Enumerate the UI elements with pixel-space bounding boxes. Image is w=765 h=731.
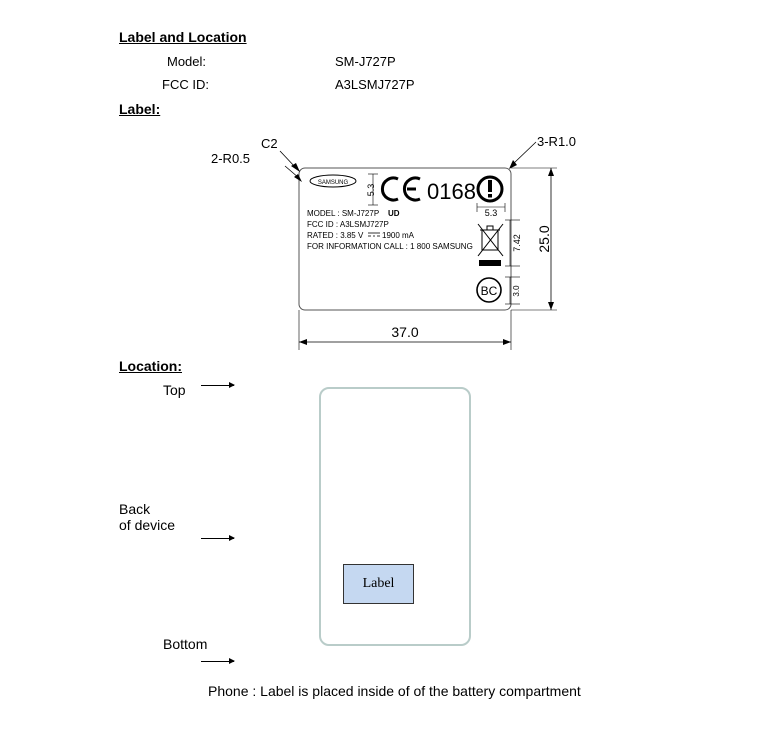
top-label: Top — [163, 382, 186, 398]
dim-30-text: 3.0 — [512, 285, 521, 297]
weee-bin-icon — [478, 224, 503, 256]
fcc-id-value: A3LSMJ727P — [335, 77, 415, 92]
dim-width-text: 37.0 — [391, 324, 419, 340]
label-rated-line: RATED : 3.85 V — [307, 231, 364, 240]
label-rated-current: 1900 mA — [382, 231, 415, 240]
r05-text: 2-R0.5 — [211, 151, 251, 166]
brand-text: SAMSUNG — [317, 180, 349, 186]
model-value: SM-J727P — [335, 54, 396, 69]
model-label: Model: — [167, 54, 207, 69]
section-title: Label and Location — [119, 29, 247, 45]
footer-note: Phone : Label is placed inside of of the battery compartment — [208, 683, 581, 699]
c2-text: C2 — [261, 136, 278, 151]
dim-height-text: 25.0 — [536, 225, 552, 253]
label-fcc-line: FCC ID : A3LSMJ727P — [307, 220, 389, 229]
label-position-box: Label — [343, 564, 414, 604]
device-back-outline — [319, 387, 471, 646]
dc-symbol-icon — [368, 233, 380, 236]
label-ud-text: UD — [388, 209, 400, 218]
label-drawing — [0, 0, 765, 360]
ce-number-text: 0168 — [427, 179, 476, 204]
bottom-arrow-icon — [201, 661, 234, 662]
location-heading: Location: — [119, 358, 182, 374]
back-label-line2: of device — [119, 517, 176, 533]
label-model-line: MODEL : SM-J727P — [307, 209, 380, 218]
r10-text: 3-R1.0 — [537, 134, 577, 149]
weee-bar — [479, 260, 501, 266]
top-arrow-icon — [201, 385, 234, 386]
bc-text: BC — [480, 284, 498, 298]
label-info-line: FOR INFORMATION CALL : 1 800 SAMSUNG — [307, 242, 473, 251]
alert-icon — [478, 177, 502, 201]
back-label-line1: Back — [119, 501, 151, 517]
dim-53-b-text: 5.3 — [484, 208, 498, 218]
back-arrow-icon — [201, 538, 234, 539]
dim-742-text: 7.42 — [512, 234, 522, 252]
bottom-label: Bottom — [163, 636, 208, 652]
ce-mark-icon — [382, 178, 420, 200]
fcc-id-label: FCC ID: — [162, 77, 209, 92]
r10-leader — [513, 142, 536, 164]
label-heading: Label: — [119, 101, 161, 117]
dim-53-a-text: 5.3 — [366, 183, 376, 197]
